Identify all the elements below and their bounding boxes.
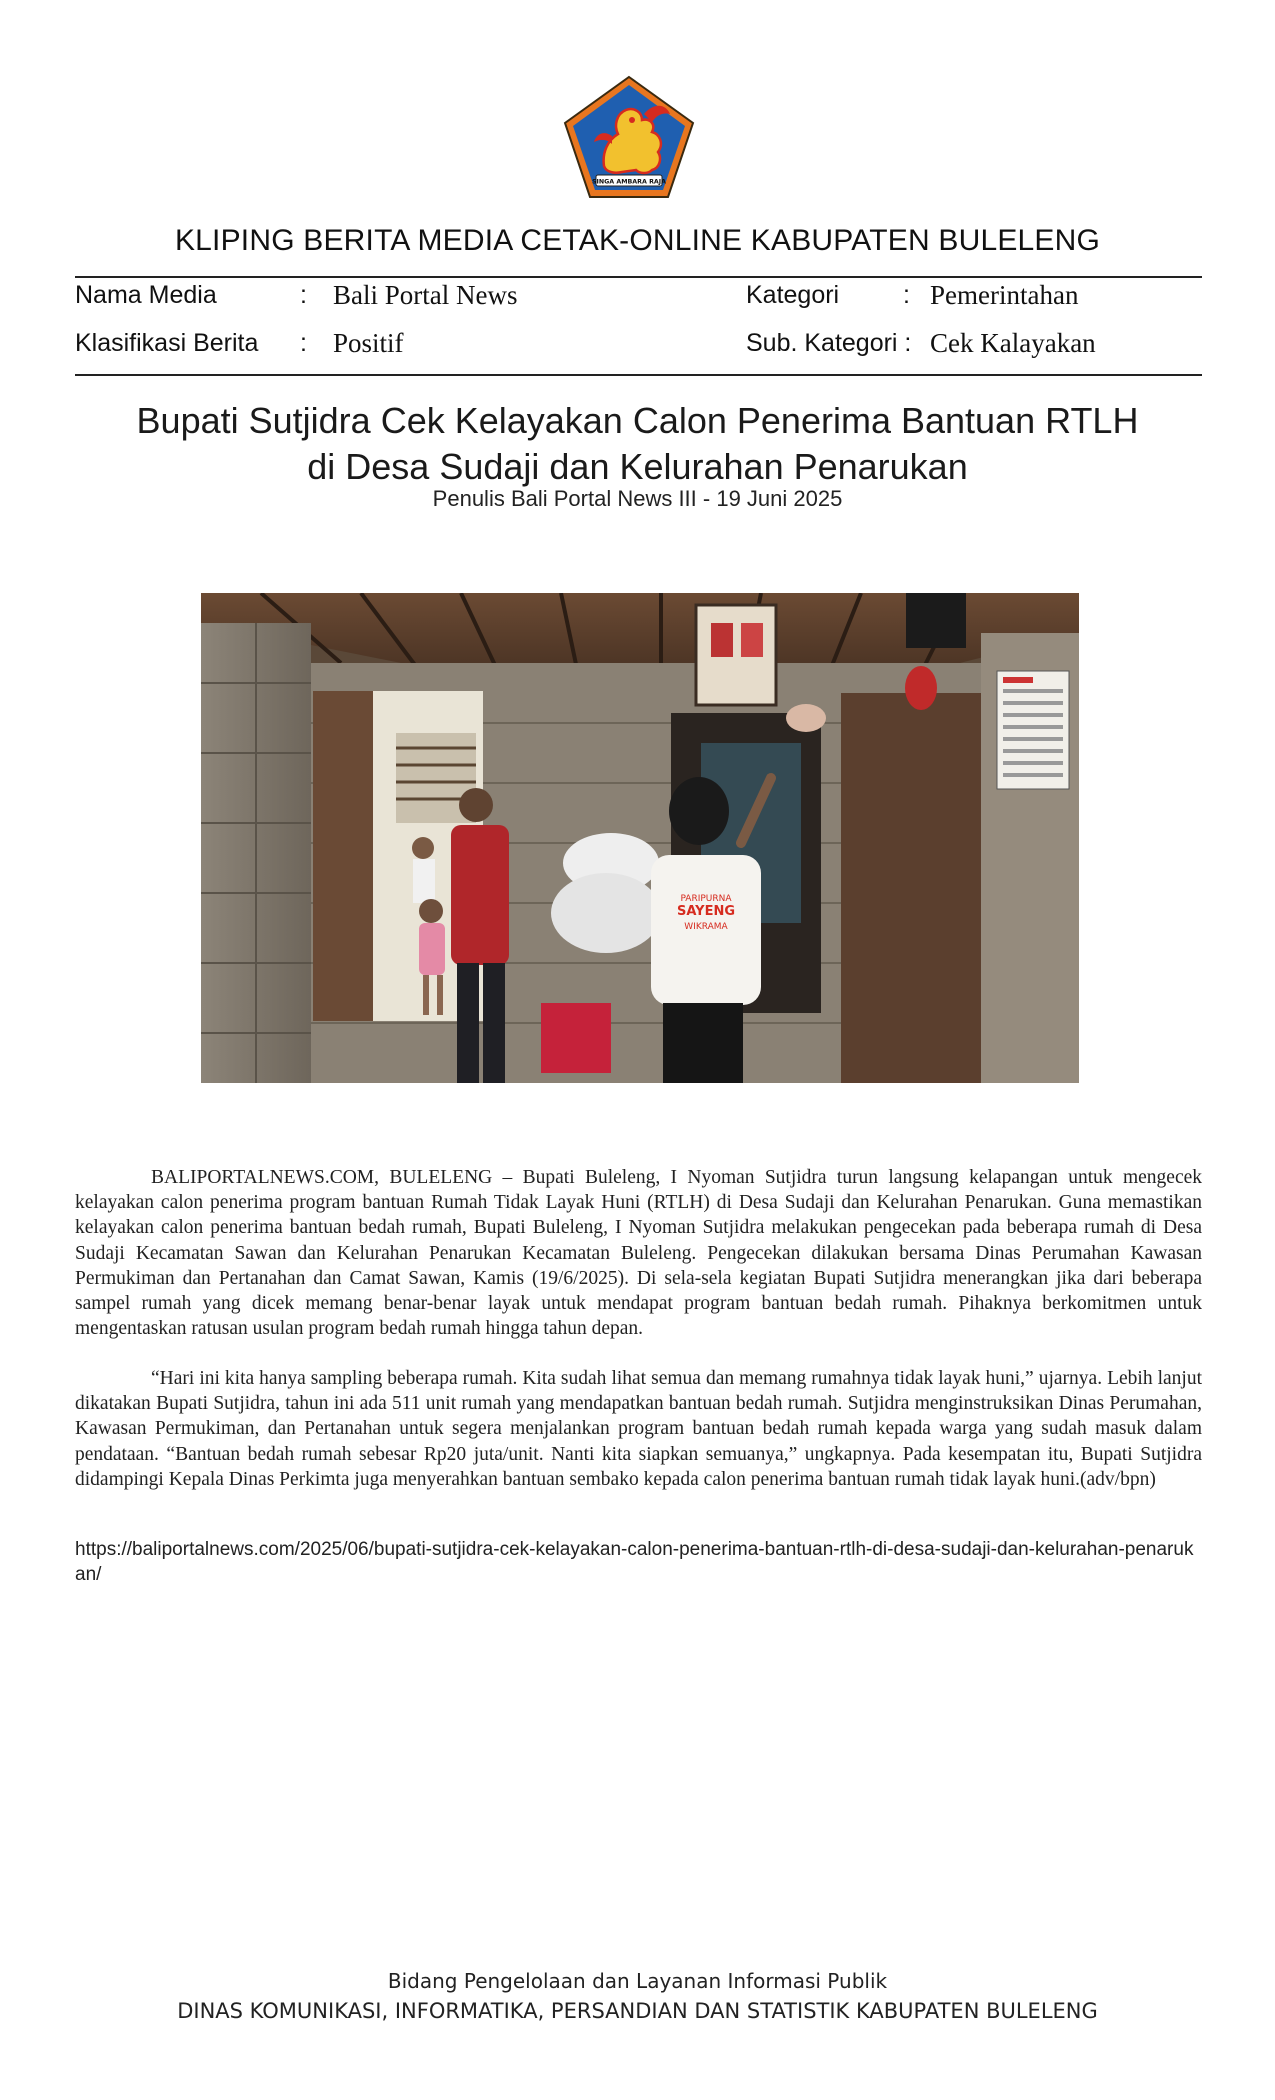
meta-media-value: Bali Portal News [333,280,518,310]
header-top-rule [75,276,1202,278]
meta-kategori-colon: : [903,281,910,309]
meta-kategori-label: Kategori [746,281,840,309]
paragraph-2-text: “Hari ini kita hanya sampling beberapa rumah. Kita sudah lihat semua dan memang rumahnya tidak layak huni,” ujarnya. Lebih lanjut dikatakan Bupati Sutjidra, tahun ini ada 511 unit rumah yang mendapatkan bantuan bedah rumah. Sutjidra menginstruksikan Dinas Perumahan, Kawasan Permukiman, dan Pertanahan untuk segera menjalankan program bantuan bedah rumah kepada warga yang sudah masuk dalam pendataan. “Bantuan bedah rumah sebesar Rp20 juta/unit. Nanti kita siapkan semuanya,” ungkapnya. Pada kesempatan itu, Bupati Sutjidra didampingi Kepala Dinas Perkimta juga menyerahkan bantuan sembako kepada calon penerima bantuan rumah tidak layak huni.(adv/bpn) [75,1368,1202,1490]
clipping-header-title: KLIPING BERITA MEDIA CETAK-ONLINE KABUPATEN BULELENG [174,224,1101,257]
paragraph-1-text: BALIPORTALNEWS.COM, BULELENG – Bupati Buleleng, I Nyoman Sutjidra turun langsung kelapangan untuk mengecek kelayakan calon penerima program bantuan Rumah Tidak Layak Huni (RTLH) di Desa Sudaji dan Kelurahan Penarukan. Guna memastikan kelayakan calon penerima bantuan bedah rumah, Bupati Buleleng, I Nyoman Sutjidra melakukan pengecekan pada beberapa rumah di Desa Sudaji Kecamatan Sawan dan Kelurahan Penarukan Kecamatan Buleleng. Pengecekan dilakukan bersama Dinas Perumahan Kawasan Permukiman dan Pertanahan dan Camat Sawan, Kamis (19/6/2025). Di sela-sela kegiatan Bupati Sutjidra menerangkan jika dari beberapa sampel rumah yang dicek memang benar-benar layak untuk mendapat program bantuan bedah rumah. Pihaknya berkomitmen untuk mengentaskan ratusan usulan program bedah rumah hingga tahun depan. [75,1167,1202,1340]
footer-division: Bidang Pengelolaan dan Layanan Informasi Publik [387,1969,888,1993]
meta-subkategori-label: Sub. Kategori : [746,329,912,357]
headline-line-2: di Desa Sudaji dan Kelurahan Penarukan [307,446,968,487]
meta-klasifikasi-value: Positif [333,328,404,358]
meta-media-label: Nama Media [75,281,217,309]
article-byline: Penulis Bali Portal News III - 19 Juni 2025 [432,486,843,511]
footer-agency: DINAS KOMUNIKASI, INFORMATIKA, PERSANDIAN DAN STATISTIK KABUPATEN BULELENG [177,1999,1098,2023]
article-headline [0,398,1275,490]
headline-line-1: Bupati Sutjidra Cek Kelayakan Calon Penerima Bantuan RTLH [136,400,1139,441]
article-paragraph-1 [75,1165,1202,1341]
meta-klasifikasi-colon: : [300,329,307,357]
meta-media-colon: : [300,281,307,309]
meta-subkategori-value: Cek Kalayakan [930,328,1096,358]
meta-kategori-value: Pemerintahan [930,280,1079,310]
shirt-print-line-1: PARIPURNA [680,894,732,904]
header-bottom-rule [75,374,1202,376]
pentagon-crest-icon [562,74,696,200]
shirt-print-line-2: SAYENG [676,904,736,919]
article-photo [201,593,1079,1083]
kabupaten-buleleng-logo [562,74,696,200]
meta-klasifikasi-label: Klasifikasi Berita [75,329,259,357]
shirt-print-line-3: WIKRAMA [684,922,728,932]
article-paragraph-2 [75,1366,1202,1492]
article-source-url[interactable]: https://baliportalnews.com/2025/06/bupati-sutjidra-cek-kelayakan-calon-penerima-bantuan-rtlh-di-desa-sudaji-dan-kelurahan-penarukan/ [75,1539,1194,1585]
logo-motto: SINGA AMBARA RAJA [591,178,667,186]
